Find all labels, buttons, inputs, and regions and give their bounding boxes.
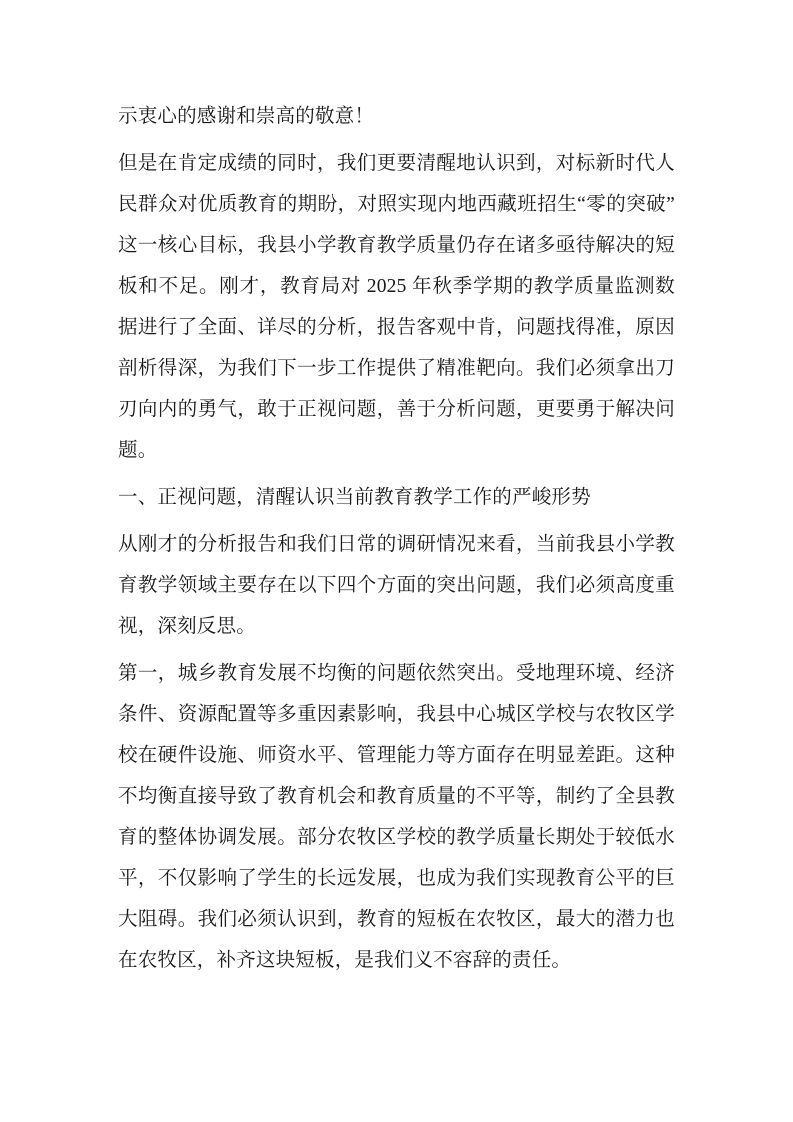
- section-heading-one: 一、正视问题，清醒认识当前教育教学工作的严峻形势: [118, 487, 591, 508]
- paragraph-problem-one-urban-rural-gap: 第一，城乡教育发展不均衡的问题依然突出。受地理环境、经济条件、资源配置等多重因素影响，我县中心城区学校与农牧区学校在硬件设施、师资水平、管理能力等方面存在明显差距。这种不均衡直接导致了教育机会和教育质量的不平等，制约了全县教育的整体协调发展。部分农牧区学校的教学质量长期处于较低水平，不仅影响了学生的长远发展，也成为我们实现教育公平的巨大阻碍。我们必须认识到，教育的短板在农牧区，最大的潜力也在农牧区，补齐这块短板，是我们义不容辞的责任。: [118, 663, 675, 971]
- document-body: [118, 96, 675, 981]
- paragraph-four-problems-intro: 从刚才的分析报告和我们日常的调研情况来看，当前我县小学教育教学领域主要存在以下四个方面的突出问题，我们必须高度重视，深刻反思。: [118, 534, 675, 637]
- paragraph-recognize-problems: 但是在肯定成绩的同时，我们更要清醒地认识到，对标新时代人民群众对优质教育的期盼，对照实现内地西藏班招生“零的突破” 这一核心目标，我县小学教育教学质量仍存在诸多亟待解决的短板和不足。刚才，教育局对 2025 年秋季学期的教学质量监测数据进行了全面、详尽的分析，报告客观中肯，问题找得准，原因剖析得深，为我们下一步工作提供了精准靶向。我们必须拿出刀刃向内的勇气，敢于正视问题，善于分析问题，更要勇于解决问题。: [118, 153, 675, 461]
- paragraph-closing-thanks: 示衷心的感谢和崇高的敬意！: [118, 106, 375, 127]
